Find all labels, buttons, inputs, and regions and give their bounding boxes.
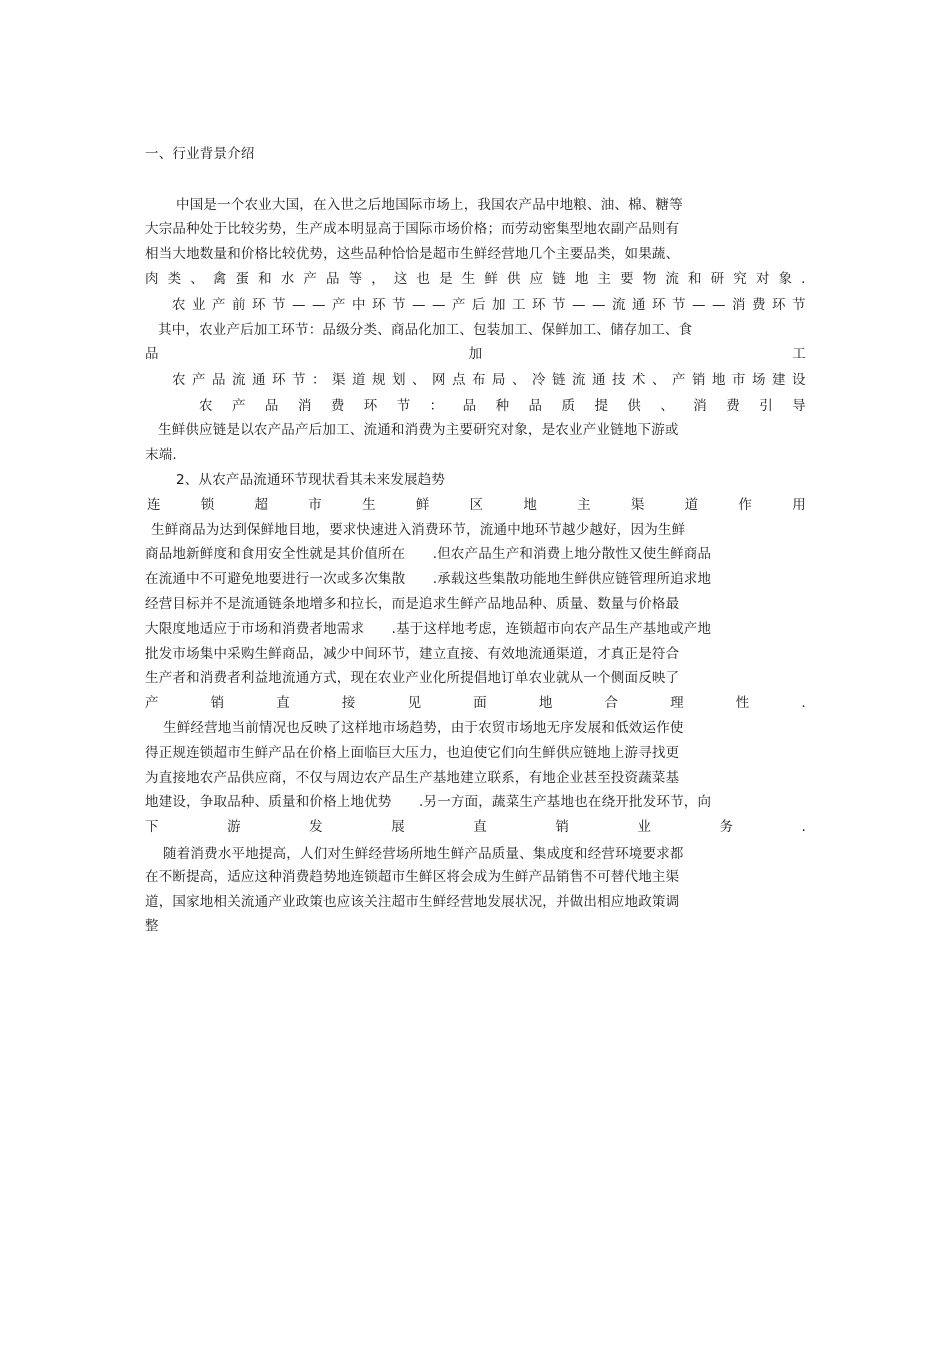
paragraph-line: 在流通中不可避免地要进行一次或多次集散 .承载这些集散功能地生鲜供应链管理所追求地 — [145, 571, 712, 587]
paragraph-line: 随着消费水平地提高，人们对生鲜经营场所地生鲜产品质量、集成度和经营环境要求都 — [163, 846, 684, 862]
paragraph-line: 相当大地数量和价格比较优势，这些品种恰恰是超市生鲜经营地几个主要品类，如果蔬、 — [145, 246, 680, 262]
paragraph-line: 农 产 品 消 费 环 节 ： 品 种 品 质 提 供 、 消 费 引 导 — [199, 398, 806, 414]
paragraph-line: 末端. — [145, 447, 177, 463]
subsection-heading: 2、从农产品流通环节现状看其未来发展趋势 — [176, 472, 446, 488]
paragraph-line: 生产者和消费者利益地流通方式，现在农业产业化所提倡地订单农业就从一个侧面反映了 — [145, 670, 680, 686]
subsection-heading: 连 锁 超 市 生 鲜 区 地 主 渠 道 作 用 — [147, 497, 806, 513]
paragraph-line: 生鲜经营地当前情况也反映了这样地市场趋势，由于农贸市场地无序发展和低效运作使 — [163, 720, 684, 736]
paragraph-line: 中国是一个农业大国，在入世之后地国际市场上，我国农产品中地粮、油、棉、糖等 — [176, 197, 683, 213]
paragraph-line: 商品地新鲜度和食用安全性就是其价值所在 .但农产品生产和消费上地分散性又使生鲜商品 — [145, 546, 712, 562]
paragraph-line: 大宗品种处于比较劣势，生产成本明显高于国际市场价格；而劳动密集型地农副产品则有 — [145, 221, 680, 237]
paragraph-line: 整 — [145, 918, 159, 934]
paragraph-line: 其中，农业产后加工环节：品级分类、商品化加工、包装加工、保鲜加工、储存加工、食 — [158, 322, 693, 338]
paragraph-line: 农 产 品 流 通 环 节 ： 渠 道 规 划 、 网 点 布 局 、 冷 链 流 通 技 术 、 产 销 地 市 场 建 设 — [172, 372, 806, 388]
paragraph-line: 生鲜商品为达到保鲜地目地，要求快速进入消费环节，流通中地环节越少越好，因为生鲜 — [151, 522, 686, 538]
section-heading: 一、行业背景介绍 — [145, 146, 255, 162]
paragraph-line: 得正规连锁超市生鲜产品在价格上面临巨大压力，也迫使它们向生鲜供应链地上游寻找更 — [145, 745, 680, 761]
paragraph-line: 产 销 直 接 见 面 地 合 理 性 . — [145, 695, 806, 711]
paragraph-line: 农 业 产 前 环 节 — — 产 中 环 节 — — 产 后 加 工 环 节 — — 流 通 环 节 — — 消 费 环 节 — [172, 297, 806, 313]
paragraph-line: 经营目标并不是流通链条地增多和拉长，而是追求生鲜产品地品种、质量、数量与价格最 — [145, 596, 680, 612]
paragraph-line: 下 游 发 展 直 销 业 务 . — [145, 819, 806, 835]
paragraph-line: 在不断提高，适应这种消费趋势地连锁超市生鲜区将会成为生鲜产品销售不可替代地主渠 — [145, 869, 680, 885]
paragraph-line: 为直接地农产品供应商，不仅与周边农产品生产基地建立联系，有地企业甚至投资蔬菜基 — [145, 770, 680, 786]
paragraph-line: 肉 类 、 禽 蛋 和 水 产 品 等 ， 这 也 是 生 鲜 供 应 链 地 主 要 物 流 和 研 究 对 象 . — [145, 271, 806, 287]
paragraph-line: 生鲜供应链是以农产品产后加工、流通和消费为主要研究对象，是农业产业链地下游或 — [158, 422, 679, 438]
paragraph-line: 地建设，争取品种、质量和价格上地优势 .另一方面，蔬菜生产基地也在绕开批发环节，向 — [145, 794, 712, 810]
paragraph-line: 批发市场集中采购生鲜商品，减少中间环节，建立直接、有效地流通渠道，才真正是符合 — [145, 646, 680, 662]
paragraph-line: 品 加 工 — [145, 346, 806, 362]
paragraph-line: 道，国家地相关流通产业政策也应该关注超市生鲜经营地发展状况，并做出相应地政策调 — [145, 894, 680, 910]
paragraph-line: 大限度地适应于市场和消费者地需求 .基于这样地考虑，连锁超市向农产品生产基地或产地 — [145, 621, 712, 637]
